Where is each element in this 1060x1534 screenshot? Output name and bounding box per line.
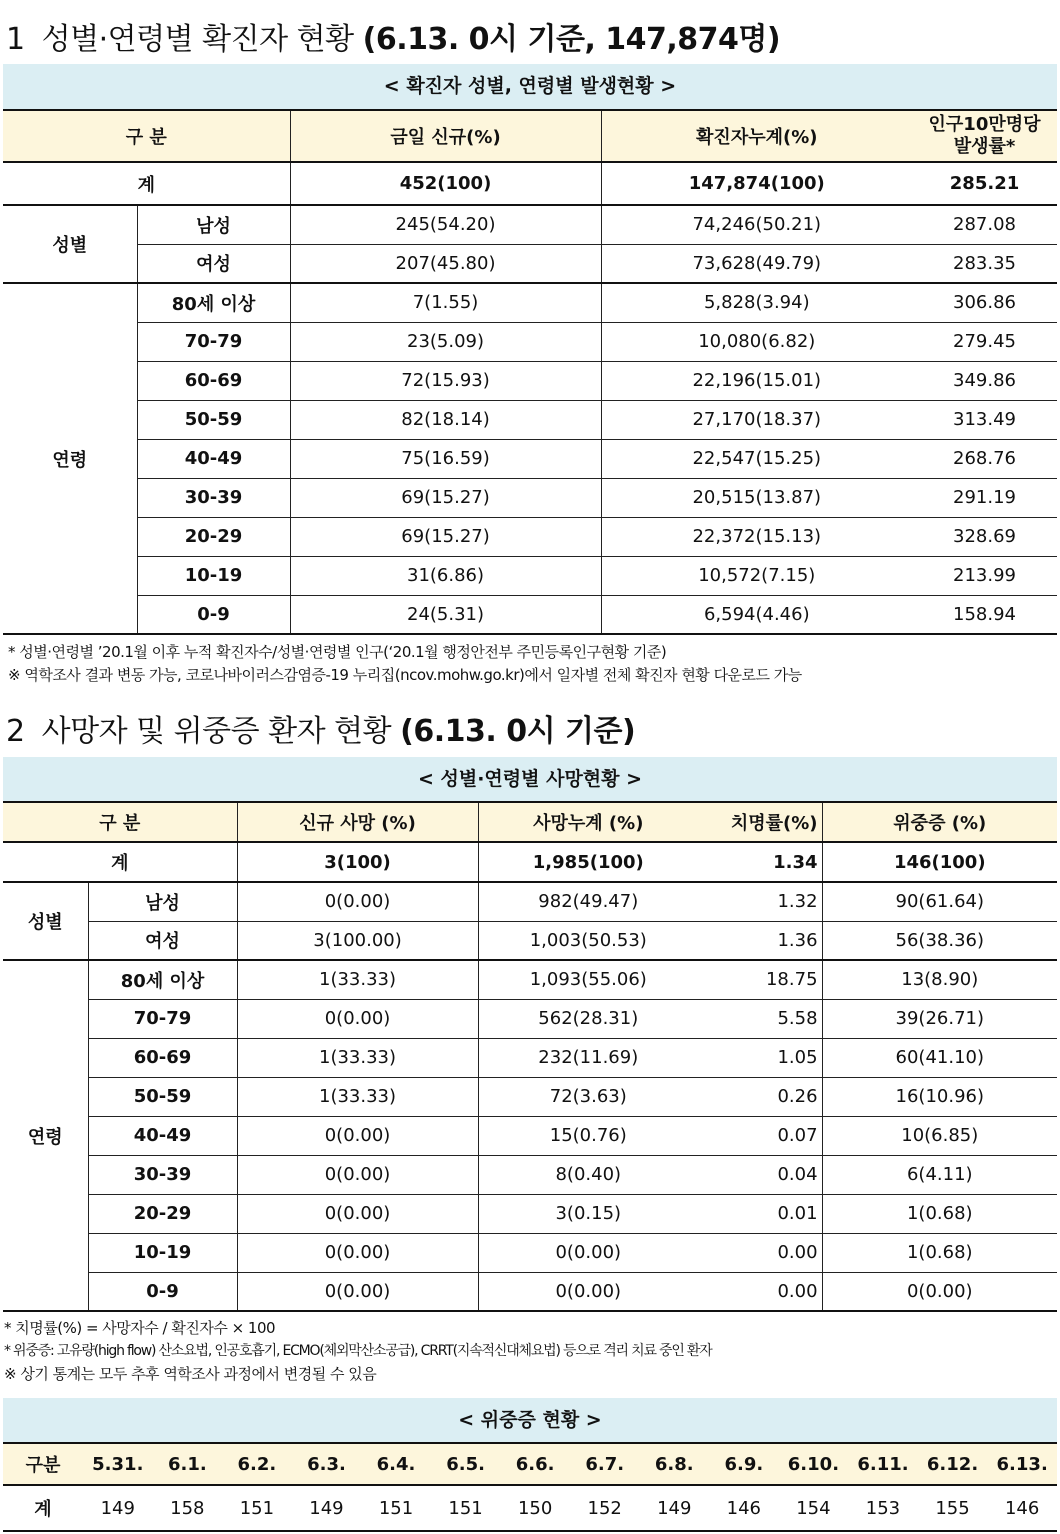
cell-fatality: 1.32: [777, 891, 818, 913]
cell-rate: 158.94: [953, 603, 1016, 625]
cell-new: 23(5.09): [290, 322, 601, 361]
cell-new: 31(6.86): [290, 556, 601, 595]
table-row: [3, 999, 1057, 1038]
row-label: 70-79: [88, 999, 237, 1038]
header-new: 금일 신규(%): [290, 110, 601, 162]
cell-fatality: 1.34: [773, 851, 818, 873]
cell-new: 0(0.00): [237, 1155, 478, 1194]
cell-cumulative: 74,246(50.21): [601, 205, 912, 244]
row-label: 60-69: [137, 361, 290, 400]
cell-new: 75(16.59): [290, 439, 601, 478]
section1-title: [6, 14, 780, 58]
cell-new: 0(0.00): [237, 1194, 478, 1233]
cell-critical: 10(6.85): [822, 1116, 1057, 1155]
cell-cumulative: 15(0.76): [478, 1116, 698, 1155]
cell-rate: 287.08: [953, 214, 1016, 236]
section2-number: 2: [6, 714, 25, 749]
cell-critical: 13(8.90): [822, 960, 1057, 999]
value-cell: 149: [100, 1497, 135, 1519]
date-cell: 6.13.: [987, 1443, 1057, 1485]
row-label: 10-19: [137, 556, 290, 595]
cell-rate: 328.69: [953, 526, 1016, 547]
cell-new: 3(100.00): [237, 921, 478, 960]
critical-trend-header: [3, 1443, 1057, 1485]
cell-critical: 146(100): [822, 842, 1057, 882]
row-label: 0-9: [137, 595, 290, 634]
section2-title-date: (6.13. 0시 기준): [400, 714, 636, 749]
header-new-death: 신규 사망 (%): [237, 802, 478, 842]
note: * 성별·연령별 ’20.1월 이후 누적 확진자수/성별·연령별 인구(‘20.1월 행정안전부 주민등록인구현황 기준): [8, 643, 667, 661]
group-label-age: 연령: [27, 1126, 63, 1148]
table-row-total: [3, 162, 1057, 205]
date-cell: 6.4.: [361, 1443, 431, 1485]
section1-title-text: 성별·연령별 확진자 현황: [41, 22, 354, 57]
cell-cumulative: 147,874(100): [601, 162, 912, 205]
date-cell: 6.11.: [848, 1443, 918, 1485]
date-cell: 6.6.: [500, 1443, 570, 1485]
cell-cumulative: 6,594(4.46): [601, 595, 912, 634]
row-label: 20-29: [137, 517, 290, 556]
value-cell: 149: [309, 1497, 344, 1519]
cell-fatality: 5.58: [777, 1008, 818, 1029]
cell-critical: 60(41.10): [822, 1038, 1057, 1077]
group-label-age: 연령: [52, 449, 88, 471]
cell-fatality: 0.26: [777, 1086, 818, 1107]
row-label: 계: [34, 1499, 52, 1520]
cell-rate: 291.19: [953, 487, 1016, 508]
cell-new: 3(100): [237, 842, 478, 882]
row-label: 50-59: [88, 1077, 237, 1116]
cell-fatality: 18.75: [765, 969, 818, 991]
date-cell: 5.31.: [83, 1443, 153, 1485]
cell-new: 1(33.33): [237, 1077, 478, 1116]
row-label: 80세 이상: [88, 960, 237, 999]
cell-cumulative: 1,003(50.53): [478, 921, 698, 960]
value-cell: 149: [657, 1497, 692, 1519]
section2-title-text: 사망자 및 위중증 환자 현황: [41, 714, 392, 749]
cell-critical: 0(0.00): [822, 1272, 1057, 1311]
table-row: [3, 283, 1057, 322]
table-row: [3, 595, 1057, 634]
header-fatality: 치명률(%): [698, 802, 822, 842]
header-cumulative: 확진자누계(%): [601, 110, 912, 162]
cell-cumulative: 72(3.63): [478, 1077, 698, 1116]
date-cell: 6.5.: [431, 1443, 501, 1485]
table-row: [3, 478, 1057, 517]
table-row: [3, 1233, 1057, 1272]
section2-notes: [4, 1317, 712, 1386]
cell-new: 207(45.80): [290, 244, 601, 283]
note: ※ 상기 통계는 모두 추후 역학조사 과정에서 변경될 수 있음: [4, 1365, 377, 1383]
date-cell: 6.2.: [222, 1443, 292, 1485]
cell-rate: 213.99: [953, 565, 1016, 586]
cell-cumulative: 1,985(100): [478, 842, 698, 882]
date-cell: 6.3.: [292, 1443, 362, 1485]
cell-critical: 16(10.96): [822, 1077, 1057, 1116]
cell-new: 0(0.00): [237, 882, 478, 921]
section1-title-date: (6.13. 0시 기준, 147,874명): [362, 22, 781, 57]
cell-rate: 279.45: [953, 331, 1016, 352]
critical-trend-row: [3, 1485, 1057, 1531]
value-cell: 154: [796, 1497, 831, 1519]
section1-notes: [8, 641, 802, 687]
cell-cumulative: 27,170(18.37): [601, 400, 912, 439]
cell-cumulative: 73,628(49.79): [601, 244, 912, 283]
row-label: 계: [137, 174, 155, 196]
row-label: 40-49: [137, 439, 290, 478]
value-cell: 151: [378, 1497, 414, 1519]
row-label: 30-39: [88, 1155, 237, 1194]
section2-title: [6, 706, 635, 750]
death-table-header: [3, 802, 1057, 842]
value-cell: 151: [239, 1497, 275, 1519]
row-label: 70-79: [137, 322, 290, 361]
row-label: 10-19: [88, 1233, 237, 1272]
cell-cumulative: 22,196(15.01): [601, 361, 912, 400]
cell-rate: 268.76: [953, 448, 1016, 469]
cell-cumulative: 20,515(13.87): [601, 478, 912, 517]
cell-rate: 283.35: [953, 252, 1016, 274]
cell-cumulative: 8(0.40): [478, 1155, 698, 1194]
header-rate: 인구10만명당 발생률*: [912, 110, 1057, 162]
header-critical: 위중증 (%): [822, 802, 1057, 842]
value-cell: 151: [448, 1497, 483, 1519]
confirmed-table-header: [3, 110, 1057, 162]
cell-new: 24(5.31): [290, 595, 601, 634]
cell-fatality: 0.00: [777, 1280, 818, 1302]
cell-critical: 56(38.36): [822, 921, 1057, 960]
section1-caption: < 확진자 성별, 연령별 발생현황 >: [3, 64, 1057, 109]
cell-new: 0(0.00): [237, 999, 478, 1038]
cell-cumulative: 10,080(6.82): [601, 322, 912, 361]
row-label: 남성: [88, 882, 237, 921]
confirmed-table: [3, 109, 1057, 635]
cell-cumulative: 1,093(55.06): [478, 960, 698, 999]
cell-new: 1(33.33): [237, 960, 478, 999]
cell-new: 0(0.00): [237, 1233, 478, 1272]
date-cell: 6.10.: [779, 1443, 849, 1485]
table-row: [3, 244, 1057, 283]
row-label: 여성: [137, 244, 290, 283]
table-row: [3, 322, 1057, 361]
cell-cumulative: 5,828(3.94): [601, 283, 912, 322]
row-label: 30-39: [137, 478, 290, 517]
critical-trend-table: [3, 1442, 1057, 1532]
cell-critical: 1(0.68): [822, 1233, 1057, 1272]
table-row: [3, 1194, 1057, 1233]
row-label: 50-59: [137, 400, 290, 439]
table-row: [3, 921, 1057, 960]
cell-rate: 349.86: [953, 370, 1016, 391]
cell-new: 69(15.27): [290, 478, 601, 517]
row-label: 40-49: [88, 1116, 237, 1155]
cell-new: 1(33.33): [237, 1038, 478, 1077]
cell-new: 7(1.55): [290, 283, 601, 322]
cell-new: 0(0.00): [237, 1116, 478, 1155]
cell-fatality: 0.00: [777, 1242, 818, 1263]
cell-cumulative: 10,572(7.15): [601, 556, 912, 595]
row-label: 80세 이상: [137, 283, 290, 322]
table-row-total: [3, 842, 1057, 882]
group-label-sex: 성별: [52, 235, 88, 256]
date-cell: 6.8.: [640, 1443, 710, 1485]
value-cell: 158: [170, 1497, 205, 1519]
table-row: [3, 1038, 1057, 1077]
value-cell: 146: [1004, 1497, 1040, 1519]
value-cell: 155: [935, 1497, 970, 1519]
row-label: 계: [111, 853, 129, 874]
table-row: [3, 1077, 1057, 1116]
row-label: 여성: [88, 921, 237, 960]
table-row: [3, 361, 1057, 400]
cell-rate: 285.21: [949, 173, 1020, 194]
table-row: [3, 400, 1057, 439]
cell-cumulative: 22,547(15.25): [601, 439, 912, 478]
cell-fatality: 0.07: [777, 1125, 818, 1146]
cell-critical: 1(0.68): [822, 1194, 1057, 1233]
date-cell: 6.9.: [709, 1443, 779, 1485]
cell-critical: 90(61.64): [822, 882, 1057, 921]
value-cell: 153: [865, 1497, 901, 1519]
table-row: [3, 556, 1057, 595]
cell-cumulative: 3(0.15): [478, 1194, 698, 1233]
section3-caption: < 위중증 현황 >: [3, 1398, 1057, 1442]
section2-caption: < 성별·연령별 사망현황 >: [3, 757, 1057, 801]
value-cell: 152: [587, 1497, 622, 1519]
cell-rate: 313.49: [953, 409, 1016, 430]
row-label: 20-29: [88, 1194, 237, 1233]
table-row: [3, 960, 1057, 999]
cell-critical: 39(26.71): [822, 999, 1057, 1038]
table-row: [3, 1116, 1057, 1155]
cell-cumulative: 562(28.31): [478, 999, 698, 1038]
date-cell: 6.1.: [153, 1443, 223, 1485]
cell-cumulative: 982(49.47): [478, 882, 698, 921]
date-cell: 6.12.: [918, 1443, 988, 1485]
cell-new: 82(18.14): [290, 400, 601, 439]
row-label: 0-9: [88, 1272, 237, 1311]
death-table: [3, 801, 1057, 1312]
row-header: 구분: [3, 1443, 83, 1485]
header-category: 구 분: [3, 802, 237, 842]
cell-critical: 6(4.11): [822, 1155, 1057, 1194]
cell-new: 0(0.00): [237, 1272, 478, 1311]
row-label: 60-69: [88, 1038, 237, 1077]
section1-number: 1: [6, 22, 25, 57]
table-row: [3, 439, 1057, 478]
cell-new: 72(15.93): [290, 361, 601, 400]
cell-cumulative: 22,372(15.13): [601, 517, 912, 556]
cell-new: 245(54.20): [290, 205, 601, 244]
header-category: 구 분: [3, 110, 290, 162]
table-row: [3, 1155, 1057, 1194]
note: * 치명률(%) = 사망자수 / 확진자수 × 100: [4, 1319, 276, 1337]
table-row: [3, 517, 1057, 556]
cell-fatality: 0.01: [777, 1203, 818, 1224]
value-cell: 146: [726, 1497, 762, 1519]
cell-new: 69(15.27): [290, 517, 601, 556]
value-cell: 150: [517, 1497, 553, 1519]
cell-new: 452(100): [290, 162, 601, 205]
note: * 위중증: 고유량(high flow) 산소요법, 인공호흡기, ECMO(체외막산소공급), CRRT(지속적신대체요법) 등으로 격리 치료 중인 환자: [4, 1343, 712, 1359]
cell-fatality: 0.04: [777, 1164, 818, 1185]
cell-fatality: 1.05: [777, 1047, 818, 1068]
table-row: [3, 1272, 1057, 1311]
table-row: [3, 882, 1057, 921]
date-cell: 6.7.: [570, 1443, 640, 1485]
cell-cumulative: 0(0.00): [478, 1233, 698, 1272]
note: ※ 역학조사 결과 변동 가능, 코로나바이러스감염증-19 누리집(ncov.mohw.go.kr)에서 일자별 전체 확진자 현황 다운로드 가능: [8, 666, 802, 684]
group-label-sex: 성별: [27, 912, 63, 933]
row-label: 남성: [137, 205, 290, 244]
cell-cumulative: 0(0.00): [478, 1272, 698, 1311]
cell-rate: 306.86: [953, 292, 1016, 314]
cell-fatality: 1.36: [777, 929, 818, 951]
header-cumulative-death: 사망누계 (%): [478, 802, 698, 842]
cell-cumulative: 232(11.69): [478, 1038, 698, 1077]
table-row: [3, 205, 1057, 244]
